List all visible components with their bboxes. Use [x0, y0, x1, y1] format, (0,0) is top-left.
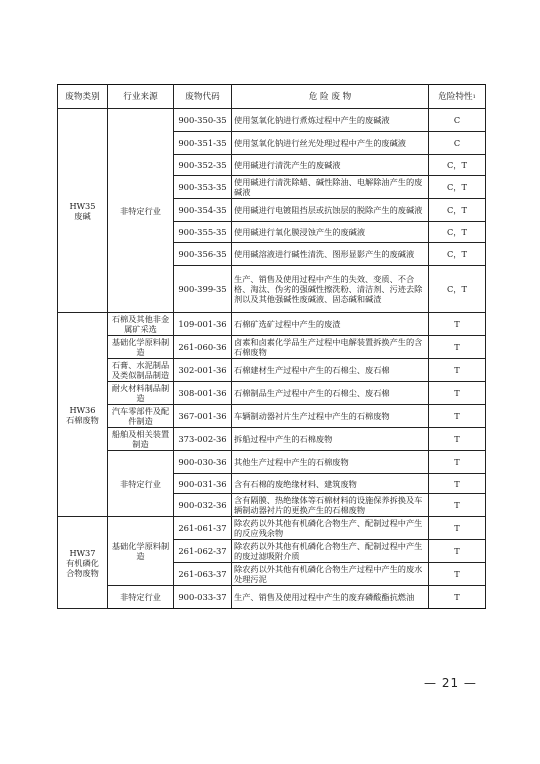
waste-description-cell: 石棉制品生产过程中产生的石棉尘、废石棉: [232, 382, 429, 405]
waste-code-cell: 900-350-35: [174, 109, 232, 132]
table-row: [58, 313, 486, 336]
industry-source-cell: 基础化学原料制造: [108, 517, 174, 586]
waste-description-cell: 生产、销售及使用过程中产生的失效、变质、不合格、淘汰、伪劣的强碱性擦洗粉、清洁剂、污迹去除剂以及其他强碱性废碱液、固态碱和碱渣: [232, 266, 429, 313]
hazard-property-cell: C，T: [429, 222, 486, 243]
waste-description-cell: 使用碱进行清洗产生的废碱液: [232, 155, 429, 176]
hazard-property-cell: T: [429, 382, 486, 405]
waste-code-cell: 261-060-36: [174, 336, 232, 359]
table-row: [58, 428, 486, 451]
waste-description-cell: 除农药以外其他有机磷化合物生产、配制过程中产生的废过滤吸附介质: [232, 540, 429, 563]
hazard-property-cell: T: [429, 313, 486, 336]
hazard-property-cell: T: [429, 428, 486, 451]
hazard-property-cell: T: [429, 563, 486, 586]
hazard-property-cell: C: [429, 132, 486, 155]
page-number: — 21 —: [424, 676, 477, 690]
table-row: [58, 359, 486, 382]
header-code: 废物代码: [174, 85, 232, 109]
waste-code-cell: 261-061-37: [174, 517, 232, 540]
industry-source-cell: 石膏、水泥制品及类似制品制造: [108, 359, 174, 382]
waste-code-cell: 308-001-36: [174, 382, 232, 405]
industry-source-cell: 非特定行业: [108, 451, 174, 517]
waste-code-cell: 900-352-35: [174, 155, 232, 176]
waste-description-cell: 石棉建材生产过程中产生的石棉尘、废石棉: [232, 359, 429, 382]
waste-description-cell: 车辆制动器衬片生产过程中产生的石棉废物: [232, 405, 429, 428]
hazard-property-cell: T: [429, 451, 486, 474]
industry-source-cell: 石棉及其他非金属矿采选: [108, 313, 174, 336]
hazard-property-cell: C，T: [429, 176, 486, 199]
waste-description-cell: 除农药以外其他有机磷化合物生产过程中产生的废水处理污泥: [232, 563, 429, 586]
hazard-property-cell: T: [429, 474, 486, 494]
header-source: 行业来源: [108, 85, 174, 109]
hazardous-waste-table: [57, 84, 486, 609]
waste-code-cell: 261-063-37: [174, 563, 232, 586]
industry-source-cell: 耐火材料制品制造: [108, 382, 174, 405]
waste-description-cell: 生产、销售及使用过程中产生的废弃磷酸酯抗燃油: [232, 586, 429, 609]
waste-code-cell: 900-399-35: [174, 266, 232, 313]
waste-code-cell: 373-002-36: [174, 428, 232, 451]
waste-code-cell: 367-001-36: [174, 405, 232, 428]
waste-code-cell: 900-031-36: [174, 474, 232, 494]
table-row: [58, 405, 486, 428]
waste-code-cell: 900-030-36: [174, 451, 232, 474]
table-row: [58, 336, 486, 359]
header-category: 废物类别: [58, 85, 108, 109]
hazard-property-cell: C，T: [429, 243, 486, 266]
header-hazard-footnote: 1: [472, 93, 476, 100]
table-header-row: [58, 85, 486, 109]
waste-code-cell: 900-356-35: [174, 243, 232, 266]
header-description: 危 险 废 物: [232, 85, 429, 109]
waste-code-cell: 900-355-35: [174, 222, 232, 243]
hazard-property-cell: T: [429, 405, 486, 428]
waste-description-cell: 使用氢氧化钠进行煮炼过程中产生的废碱液: [232, 109, 429, 132]
industry-source-cell: 汽车零部件及配件制造: [108, 405, 174, 428]
waste-description-cell: 石棉矿选矿过程中产生的废渣: [232, 313, 429, 336]
table-row: [58, 451, 486, 474]
waste-description-cell: 使用碱进行氧化膜浸蚀产生的废碱液: [232, 222, 429, 243]
waste-code-cell: 302-001-36: [174, 359, 232, 382]
waste-category-cell: HW36 石棉废物: [58, 313, 108, 517]
hazard-property-cell: T: [429, 540, 486, 563]
table-row: [58, 109, 486, 132]
waste-table-container: [57, 84, 485, 609]
industry-source-cell: 非特定行业: [108, 586, 174, 609]
header-hazard-label: 危险特性: [438, 91, 473, 102]
waste-code-cell: 900-351-35: [174, 132, 232, 155]
industry-source-cell: 基础化学原料制造: [108, 336, 174, 359]
waste-category-cell: HW37 有机磷化 合物废物: [58, 517, 108, 609]
waste-code-cell: 900-033-37: [174, 586, 232, 609]
waste-description-cell: 使用碱进行清洗除蜡、碱性除油、电解除油产生的废碱液: [232, 176, 429, 199]
waste-description-cell: 含有隔膜、热绝缘体等石棉材料的设施保养拆换及车辆制动器衬片的更换产生的石棉废物: [232, 494, 429, 517]
waste-category-cell: HW35 废碱: [58, 109, 108, 313]
waste-description-cell: 卤素和卤素化学品生产过程中电解装置拆换产生的含石棉废物: [232, 336, 429, 359]
industry-source-cell: 非特定行业: [108, 109, 174, 313]
waste-description-cell: 使用碱进行电镀阻挡层或抗蚀层的脱除产生的废碱液: [232, 199, 429, 222]
table-row: [58, 586, 486, 609]
industry-source-cell: 船舶及相关装置制造: [108, 428, 174, 451]
hazard-property-cell: C: [429, 109, 486, 132]
waste-code-cell: 900-353-35: [174, 176, 232, 199]
hazard-property-cell: T: [429, 494, 486, 517]
hazard-property-cell: C，T: [429, 266, 486, 313]
table-row: [58, 382, 486, 405]
waste-code-cell: 261-062-37: [174, 540, 232, 563]
header-hazard: [429, 85, 486, 109]
waste-description-cell: 除农药以外其他有机磷化合物生产、配制过程中产生的反应残余物: [232, 517, 429, 540]
hazard-property-cell: T: [429, 517, 486, 540]
table-row: [58, 517, 486, 540]
hazard-property-cell: T: [429, 359, 486, 382]
waste-description-cell: 使用氢氧化钠进行丝光处理过程中产生的废碱液: [232, 132, 429, 155]
waste-description-cell: 拆船过程中产生的石棉废物: [232, 428, 429, 451]
waste-code-cell: 109-001-36: [174, 313, 232, 336]
waste-description-cell: 使用碱溶液进行碱性清洗、图形显影产生的废碱液: [232, 243, 429, 266]
hazard-property-cell: C，T: [429, 155, 486, 176]
waste-code-cell: 900-354-35: [174, 199, 232, 222]
waste-description-cell: 其他生产过程中产生的石棉废物: [232, 451, 429, 474]
hazard-property-cell: T: [429, 336, 486, 359]
hazard-property-cell: C，T: [429, 199, 486, 222]
waste-code-cell: 900-032-36: [174, 494, 232, 517]
waste-description-cell: 含有石棉的废绝缘材料、建筑废物: [232, 474, 429, 494]
hazard-property-cell: T: [429, 586, 486, 609]
